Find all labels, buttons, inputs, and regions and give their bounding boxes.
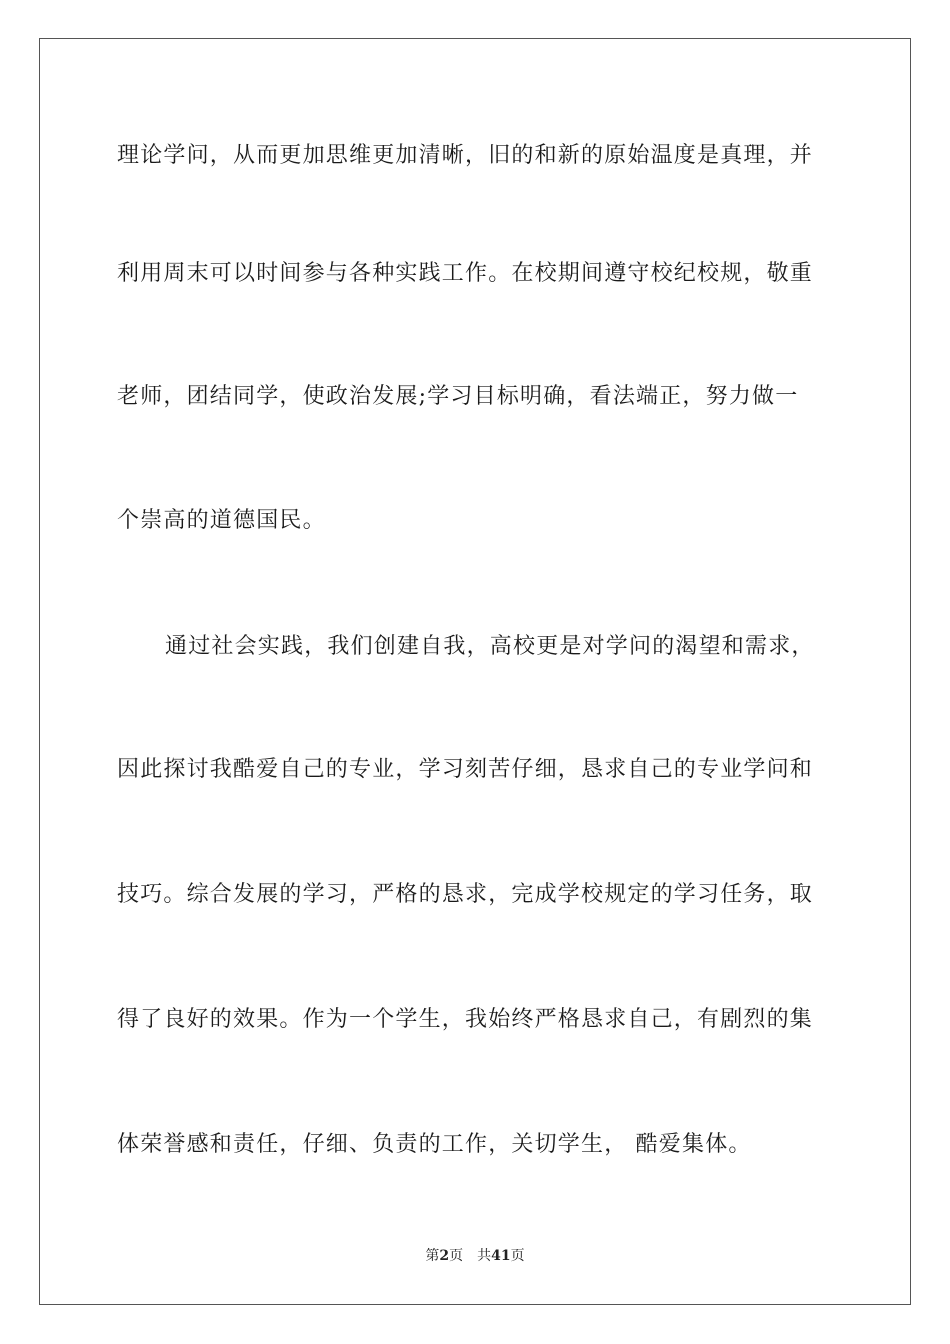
total-pages: 41 bbox=[491, 1248, 511, 1264]
text-line: 利用周末可以时间参与各种实践工作。在校期间遵守校纪校规，敬重 bbox=[117, 261, 814, 286]
total-label-suffix: 页 bbox=[510, 1248, 525, 1264]
text-line: 通过社会实践，我们创建自我，高校更是对学问的渴望和需求， bbox=[165, 634, 815, 659]
page-border bbox=[39, 38, 911, 1305]
page-footer bbox=[0, 1247, 950, 1265]
page-number: 2 bbox=[439, 1248, 450, 1264]
text-line: 老师，团结同学，使政治发展;学习目标明确，看法端正，努力做一 bbox=[117, 384, 799, 409]
page-label-prefix: 第 bbox=[425, 1248, 440, 1264]
text-line: 因此探讨我酷爱自己的专业，学习刻苦仔细，恳求自己的专业学问和 bbox=[117, 757, 814, 782]
text-line: 得了良好的效果。作为一个学生，我始终严格恳求自己，有剧烈的集 bbox=[117, 1007, 814, 1032]
text-line: 理论学问，从而更加思维更加清晰，旧的和新的原始温度是真理，并 bbox=[117, 143, 814, 168]
page-label-suffix: 页 bbox=[449, 1248, 464, 1264]
total-label-prefix: 共 bbox=[477, 1248, 492, 1264]
text-line: 个崇高的道德国民。 bbox=[117, 508, 326, 533]
text-line: 技巧。综合发展的学习，严格的恳求，完成学校规定的学习任务，取 bbox=[117, 882, 814, 907]
text-line: 体荣誉感和责任，仔细、负责的工作，关切学生， 酷爱集体。 bbox=[117, 1132, 752, 1157]
